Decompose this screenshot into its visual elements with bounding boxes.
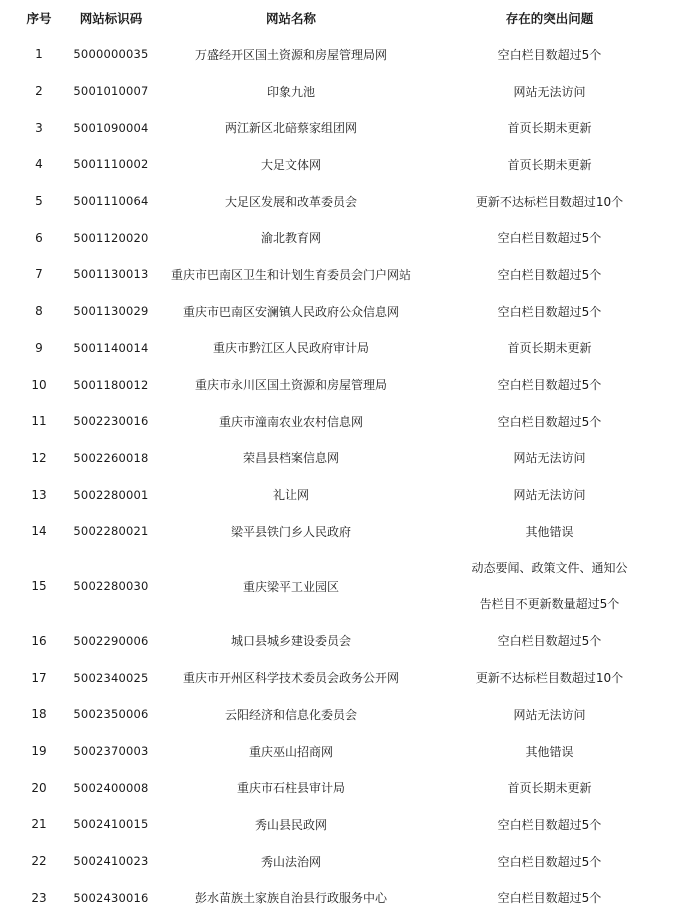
row-index: 1 xyxy=(35,47,43,62)
table-row xyxy=(12,696,673,733)
row-site-code: 5002230016 xyxy=(73,414,149,429)
row-site-name: 秀山县民政网 xyxy=(254,817,327,832)
row-site-code: 5002410023 xyxy=(73,854,149,869)
row-issue-line: 告栏目不更新数量超过5个 xyxy=(479,597,620,612)
row-site-name: 彭水苗族土家族自治县行政服务中心 xyxy=(194,891,387,906)
website-issues-table xyxy=(12,0,673,916)
table-row xyxy=(12,403,673,440)
row-site-name: 两江新区北碚蔡家组团网 xyxy=(224,121,357,136)
row-issue: 首页长期未更新 xyxy=(507,341,592,356)
table-row xyxy=(12,440,673,477)
row-issue: 首页长期未更新 xyxy=(507,781,592,796)
row-issue: 网站无法访问 xyxy=(513,451,586,466)
row-site-code: 5002430016 xyxy=(73,890,149,905)
row-issue: 更新不达标栏目数超过10个 xyxy=(475,671,624,686)
row-site-code: 5001010007 xyxy=(73,84,149,99)
row-issue: 空白栏目数超过5个 xyxy=(497,231,602,246)
row-site-code: 5002280001 xyxy=(73,487,149,502)
row-site-code: 5001130029 xyxy=(73,304,149,319)
row-issue: 空白栏目数超过5个 xyxy=(497,634,602,649)
row-site-name: 重庆巫山招商网 xyxy=(248,744,333,759)
row-index: 7 xyxy=(35,267,43,282)
row-index: 5 xyxy=(35,194,43,209)
row-site-name: 梁平县铁门乡人民政府 xyxy=(230,524,351,539)
row-index: 23 xyxy=(31,890,47,905)
table-row xyxy=(12,183,673,220)
table-row xyxy=(12,146,673,183)
row-index: 11 xyxy=(31,414,47,429)
row-site-name: 重庆市巴南区安澜镇人民政府公众信息网 xyxy=(182,304,399,319)
row-issue: 网站无法访问 xyxy=(513,488,586,503)
table-row xyxy=(12,366,673,403)
row-index: 20 xyxy=(31,780,47,795)
table-row xyxy=(12,36,673,73)
row-issue: 空白栏目数超过5个 xyxy=(497,378,602,393)
table-row xyxy=(12,330,673,367)
table-row xyxy=(12,109,673,146)
header-site-code: 网站标识码 xyxy=(79,11,143,26)
row-site-code: 5001120020 xyxy=(73,230,149,245)
row-issue: 空白栏目数超过5个 xyxy=(497,47,602,62)
row-site-name: 荣昌县档案信息网 xyxy=(242,451,339,466)
table-row xyxy=(12,733,673,770)
row-issue: 网站无法访问 xyxy=(513,84,586,99)
row-issue: 空白栏目数超过5个 xyxy=(497,891,602,906)
row-site-name: 大足区发展和改革委员会 xyxy=(224,194,357,209)
row-site-name: 重庆梁平工业园区 xyxy=(242,579,339,594)
row-site-code: 5001130013 xyxy=(73,267,149,282)
row-index: 21 xyxy=(31,817,47,832)
table-row xyxy=(12,293,673,330)
row-index: 16 xyxy=(31,633,47,648)
row-site-code: 5002400008 xyxy=(73,780,149,795)
row-site-name: 云阳经济和信息化委员会 xyxy=(224,707,357,722)
row-site-code: 5001090004 xyxy=(73,120,149,135)
row-site-name: 重庆市石柱县审计局 xyxy=(236,781,345,796)
header-issue: 存在的突出问题 xyxy=(505,11,594,26)
row-index: 3 xyxy=(35,120,43,135)
row-site-name: 重庆市永川区国土资源和房屋管理局 xyxy=(194,378,387,393)
table-row xyxy=(12,476,673,513)
row-site-name: 礼让网 xyxy=(272,488,309,503)
row-issue: 更新不达标栏目数超过10个 xyxy=(475,194,624,209)
header-site-name: 网站名称 xyxy=(265,11,316,26)
row-index: 13 xyxy=(31,487,47,502)
row-issue xyxy=(426,550,673,623)
row-site-code: 5002340025 xyxy=(73,670,149,685)
row-issue: 空白栏目数超过5个 xyxy=(497,854,602,869)
row-site-name: 印象九池 xyxy=(266,84,315,99)
header-index: 序号 xyxy=(26,11,52,26)
row-site-code: 5001140014 xyxy=(73,340,149,355)
row-site-code: 5002260018 xyxy=(73,450,149,465)
row-index: 10 xyxy=(31,377,47,392)
row-site-code: 5002350006 xyxy=(73,707,149,722)
row-site-code: 5000000035 xyxy=(73,47,149,62)
table-row xyxy=(12,806,673,843)
table-row xyxy=(12,623,673,660)
row-site-code: 5002280030 xyxy=(73,579,149,594)
row-site-code: 5001110064 xyxy=(73,194,149,209)
row-index: 19 xyxy=(31,744,47,759)
table-row xyxy=(12,769,673,806)
row-site-name: 重庆市开州区科学技术委员会政务公开网 xyxy=(182,671,399,686)
row-issue: 空白栏目数超过5个 xyxy=(497,304,602,319)
row-site-name: 万盛经开区国土资源和房屋管理局网 xyxy=(194,47,387,62)
row-index: 6 xyxy=(35,230,43,245)
row-site-name: 秀山法治网 xyxy=(260,854,321,869)
row-site-name: 重庆市黔江区人民政府审计局 xyxy=(212,341,369,356)
row-issue: 其他错误 xyxy=(525,524,574,539)
row-index: 17 xyxy=(31,670,47,685)
row-site-code: 5001110002 xyxy=(73,157,149,172)
row-issue: 首页长期未更新 xyxy=(507,157,592,172)
row-issue: 空白栏目数超过5个 xyxy=(497,414,602,429)
row-index: 2 xyxy=(35,84,43,99)
row-issue: 其他错误 xyxy=(525,744,574,759)
table-row xyxy=(12,513,673,550)
table-row xyxy=(12,843,673,880)
row-issue-line: 动态要闻、政策文件、通知公 xyxy=(471,561,628,576)
row-site-name: 重庆市巴南区卫生和计划生育委员会门户网站 xyxy=(170,267,411,282)
row-index: 22 xyxy=(31,854,47,869)
row-site-code: 5002290006 xyxy=(73,633,149,648)
table-row xyxy=(12,879,673,916)
row-site-name: 渝北教育网 xyxy=(260,231,321,246)
table-header-row xyxy=(12,0,673,36)
row-issue: 空白栏目数超过5个 xyxy=(497,267,602,282)
table-row xyxy=(12,659,673,696)
row-issue: 网站无法访问 xyxy=(513,707,586,722)
row-index: 14 xyxy=(31,524,47,539)
row-index: 12 xyxy=(31,450,47,465)
row-issue: 首页长期未更新 xyxy=(507,121,592,136)
table-row xyxy=(12,550,673,623)
table-row xyxy=(12,256,673,293)
row-site-name: 大足文体网 xyxy=(260,157,321,172)
table-row xyxy=(12,73,673,110)
row-site-name: 重庆市潼南农业农村信息网 xyxy=(218,414,363,429)
row-index: 9 xyxy=(35,340,43,355)
row-site-code: 5002410015 xyxy=(73,817,149,832)
row-index: 8 xyxy=(35,304,43,319)
row-site-code: 5002280021 xyxy=(73,524,149,539)
row-index: 18 xyxy=(31,707,47,722)
row-site-code: 5002370003 xyxy=(73,744,149,759)
row-issue: 空白栏目数超过5个 xyxy=(497,817,602,832)
row-site-code: 5001180012 xyxy=(73,377,149,392)
table-row xyxy=(12,219,673,256)
row-index: 15 xyxy=(31,579,47,594)
row-site-name: 城口县城乡建设委员会 xyxy=(230,634,351,649)
row-index: 4 xyxy=(35,157,43,172)
